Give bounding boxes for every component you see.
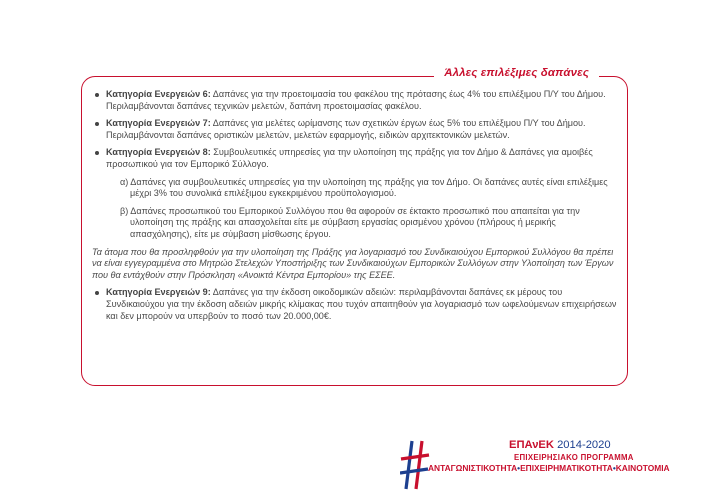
sub-item: α) Δαπάνες για συμβουλευτικές υπηρεσίες για την υλοποίηση της πράξης για τον Δήμο. Οι δαπάνες αυτές είναι επιλέξιμες μέχρι 3% του συνολικά επιλέξιμου εγκεκριμένου προϋπολογισμού. — [120, 176, 608, 199]
category-text: Δαπάνες για την έκδοση οικοδομικών αδειών: περιλαμβάνονται δαπάνες εκ μέρους του Συνδικαιούχου για την έκδοση αδειών μικρής κλίμακας που τυχόν απαιτηθούν για λογαριασμό των ωφελούμενων επιχειρήσεων και δεν μπορούν να υπερβούν το ποσό των 20.000,00€. — [106, 287, 617, 321]
list-item — [92, 118, 617, 141]
logo-brand: ΕΠΑνΕΚ — [509, 439, 554, 451]
panel-title: Άλλες επιλέξιμες δαπάνες — [434, 67, 599, 79]
logo-tag: ΕΠΙΧΕΙΡΗΜΑΤΙΚΟΤΗΤΑ — [520, 463, 613, 473]
logo-years: 2014-2020 — [553, 439, 611, 451]
logo-title — [509, 439, 611, 451]
staff-registry-note: Τα άτομα που θα προσληφθούν για την υλοποίηση της Πράξης για λογαριασμό του Συνδικαιούχου Εμπορικού Συλλόγου θα πρέπει να είναι εγγεγραμμένα στο Μητρώο Στελεχών Υποστήριξης των Συνδικαιούχων Εμπορικών Συλλόγων στην Υλοποίηση των Έργων που θα εντάχθούν στην Πρόσκληση «Ανοικτά Κέντρα Εμπορίου» της ΕΣΕΕ. — [92, 246, 614, 280]
logo-tagline — [428, 463, 670, 473]
category-label: Κατηγορία Ενεργειών 7: — [106, 118, 211, 129]
logo-separator: • — [517, 463, 521, 473]
category-text: Δαπάνες για μελέτες ωρίμανσης των σχετικών έργων έως 5% του επιλέξιμου Π/Υ του Δήμου. Περιλαμβάνονται δαπάνες οριστικών μελετών, μελετών εφαρμογής, ειδικών αρχιτεκτονικών μελετών. — [106, 118, 586, 140]
category-label: Κατηγορία Ενεργειών 9: — [106, 287, 211, 298]
category-label: Κατηγορία Ενεργειών 8: — [106, 147, 211, 158]
category-text: Συμβουλευτικές υπηρεσίες για την υλοποίηση της πράξης για τον Δήμο & Δαπάνες για αμοιβές προσωπικού για τον Εμπορικό Σύλλογο. — [106, 147, 593, 169]
list-item — [92, 89, 617, 112]
list-item — [92, 287, 617, 322]
hashtag-logo-icon — [400, 439, 430, 491]
epanek-logo — [400, 439, 690, 491]
logo-subtitle: ΕΠΙΧΕΙΡΗΣΙΑΚΟ ΠΡΟΓΡΑΜΜΑ — [514, 453, 634, 462]
category-text: Δαπάνες για την προετοιμασία του φακέλου της πρότασης έως 4% του επιλέξιμου Π/Υ του Δήμου. Περιλαμβάνονται δαπάνες τεχνικών μελετών, δαπάνη προετοιμασίας φακέλου. — [106, 89, 606, 111]
panel-content — [92, 89, 617, 328]
eligible-costs-panel — [81, 67, 628, 386]
sub-list — [106, 177, 617, 241]
action-category-list-cont — [92, 287, 617, 322]
logo-tag: ΑΝΤΑΓΩΝΙΣΤΙΚΟΤΗΤΑ — [428, 463, 518, 473]
category-label: Κατηγορία Ενεργειών 6: — [106, 89, 211, 99]
logo-separator: • — [612, 463, 616, 473]
action-category-list — [92, 89, 617, 241]
sub-item: β) Δαπάνες προσωπικού του Εμπορικού Συλλόγου που θα αφορούν σε έκτακτο προσωπικό που απαιτείται για την υλοποίηση της πράξης και απασχολείται είτε με σύμβαση εργασίας ορισμένου χρόνου (πλήρους ή μερικής απασχόλησης), είτε με σύμβαση μίσθωσης έργου. — [120, 205, 580, 239]
list-item — [92, 147, 617, 240]
logo-tag: ΚΑΙΝΟΤΟΜΙΑ — [615, 463, 670, 473]
